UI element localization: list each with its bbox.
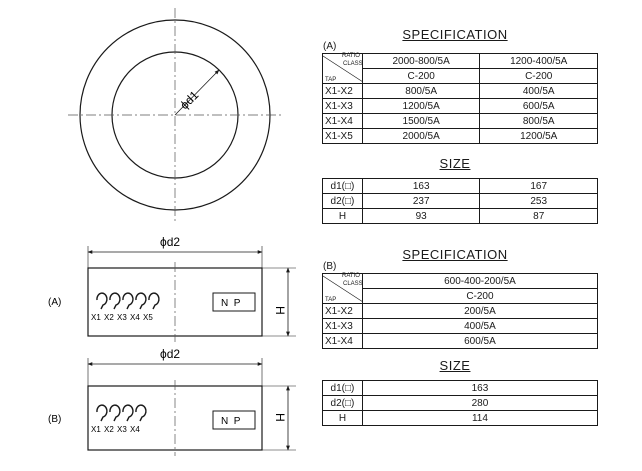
size-value-cell: 93: [362, 209, 480, 224]
size-value-cell: 163: [362, 179, 480, 194]
size-name-cell: d1(□): [323, 381, 363, 396]
table-row: [323, 114, 598, 129]
table-row: [323, 381, 598, 396]
tap-label-a-1: X1: [91, 313, 101, 322]
table-row: [323, 209, 598, 224]
tap-label-b-2: X2: [104, 425, 114, 434]
spec-a-table: [322, 53, 598, 144]
spec-b-variant-label: (B): [323, 261, 337, 272]
variant-label-b: (B): [48, 414, 62, 425]
class-cell: C-200: [362, 69, 480, 84]
height-label-a: H: [273, 306, 287, 315]
spec-b-table: [322, 273, 598, 349]
tap-label-b-4: X4: [130, 425, 140, 434]
d1-label: ϕd1: [177, 88, 202, 113]
size-value-cell: 87: [480, 209, 598, 224]
tap-terminal-a-3: [123, 293, 133, 309]
class-header: CLASS: [343, 61, 363, 67]
table-row: [323, 304, 598, 319]
value-cell: 1200/5A: [362, 99, 480, 114]
value-cell: 1500/5A: [362, 114, 480, 129]
tap-cell: X1-X4: [323, 334, 363, 349]
side-view-b: [48, 347, 296, 456]
spec-b-ratio-row: [323, 274, 598, 289]
size-value-cell: 280: [362, 396, 597, 411]
tap-terminal-a-2: [110, 293, 120, 309]
tap-cell: X1-X2: [323, 304, 363, 319]
value-cell: 200/5A: [362, 304, 597, 319]
table-row: [323, 396, 598, 411]
spec-a-class-row: [323, 69, 598, 84]
size-a-table: [322, 178, 598, 224]
ratio-cell: 2000-800/5A: [362, 54, 480, 69]
width-label-b: ϕd2: [160, 347, 181, 361]
value-cell: 400/5A: [480, 84, 598, 99]
table-row: [323, 99, 598, 114]
size-value-cell: 167: [480, 179, 598, 194]
tap-label-a-3: X3: [117, 313, 127, 322]
width-label-a: ϕd2: [160, 235, 181, 249]
tap-cell: X1-X3: [323, 319, 363, 334]
size-b-title: SIZE: [439, 358, 471, 373]
spec-a-title: SPECIFICATION: [402, 27, 508, 42]
spec-a-variant-label: (A): [323, 41, 337, 52]
table-row: [323, 84, 598, 99]
size-name-cell: d1(□): [323, 179, 363, 194]
tap-header: TAP: [325, 77, 337, 83]
ct-drawing: [0, 0, 320, 471]
size-a-title: SIZE: [439, 156, 471, 171]
table-row: [323, 129, 598, 144]
tap-terminals-b: [91, 405, 146, 434]
tap-label-a-2: X2: [104, 313, 114, 322]
table-row: [323, 319, 598, 334]
value-cell: 800/5A: [362, 84, 480, 99]
value-cell: 1200/5A: [480, 129, 598, 144]
np-label-a: N P: [221, 298, 241, 309]
value-cell: 800/5A: [480, 114, 598, 129]
spec-a-ratio-row: [323, 54, 598, 69]
value-cell: 600/5A: [480, 99, 598, 114]
size-name-cell: H: [323, 209, 363, 224]
spec-b-class-row: [323, 289, 598, 304]
tap-terminal-a-4: [136, 293, 146, 309]
class-cell: C-200: [362, 289, 597, 304]
tap-cell: X1-X2: [323, 84, 363, 99]
size-name-cell: H: [323, 411, 363, 426]
size-value-cell: 253: [480, 194, 598, 209]
ratio-cell: 1200-400/5A: [480, 54, 598, 69]
side-view-a: [48, 235, 296, 342]
table-row: [323, 411, 598, 426]
tap-label-a-4: X4: [130, 313, 140, 322]
size-value-cell: 163: [362, 381, 597, 396]
ratio-cell: 600-400-200/5A: [362, 274, 597, 289]
table-row: [323, 179, 598, 194]
tap-label-b-3: X3: [117, 425, 127, 434]
value-cell: 400/5A: [362, 319, 597, 334]
tap-cell: X1-X3: [323, 99, 363, 114]
ratio-header: RATIO: [342, 273, 360, 279]
tap-label-b-1: X1: [91, 425, 101, 434]
height-label-b: H: [273, 413, 287, 422]
tap-terminal-b-3: [123, 405, 133, 421]
tap-label-a-5: X5: [143, 313, 153, 322]
table-row: [323, 194, 598, 209]
tap-terminals-a: [91, 293, 159, 322]
tap-terminal-b-2: [110, 405, 120, 421]
table-row: [323, 334, 598, 349]
size-name-cell: d2(□): [323, 194, 363, 209]
class-cell: C-200: [480, 69, 598, 84]
d1-dimension-arrow: [175, 70, 219, 115]
ring-top-view: [68, 8, 282, 222]
spec-a-header-cell: [323, 54, 363, 84]
value-cell: 2000/5A: [362, 129, 480, 144]
variant-label-a: (A): [48, 297, 62, 308]
size-value-cell: 237: [362, 194, 480, 209]
spec-b-title: SPECIFICATION: [402, 247, 508, 262]
size-name-cell: d2(□): [323, 396, 363, 411]
tap-terminal-b-4: [136, 405, 146, 421]
tap-header: TAP: [325, 297, 337, 303]
tap-terminal-a-1: [97, 293, 107, 309]
class-header: CLASS: [343, 281, 363, 287]
tap-terminal-a-5: [149, 293, 159, 309]
spec-b-header-cell: [323, 274, 363, 304]
tap-cell: X1-X5: [323, 129, 363, 144]
size-value-cell: 114: [362, 411, 597, 426]
tap-terminal-b-1: [97, 405, 107, 421]
size-b-table: [322, 380, 598, 426]
np-label-b: N P: [221, 416, 241, 427]
ratio-header: RATIO: [341, 53, 360, 59]
tap-cell: X1-X4: [323, 114, 363, 129]
value-cell: 600/5A: [362, 334, 597, 349]
